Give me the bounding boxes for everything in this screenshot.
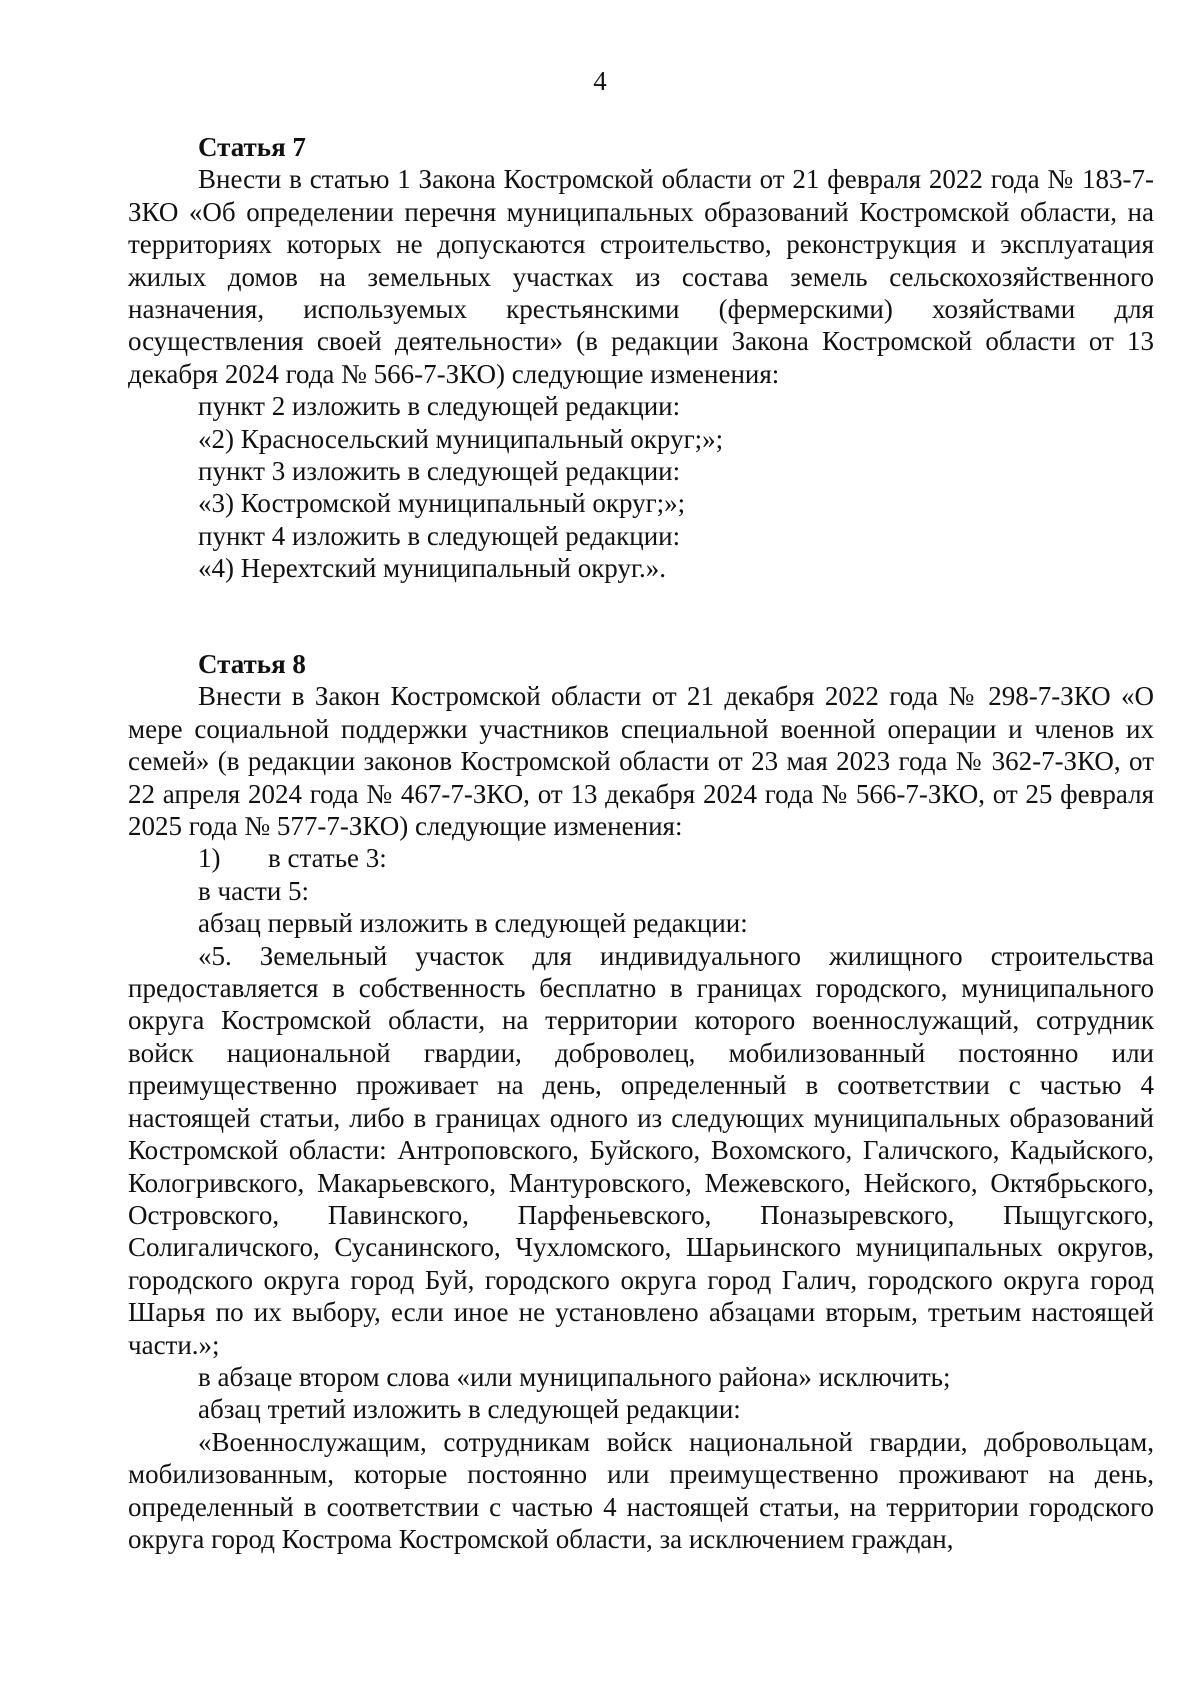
article-8-part-5: в части 5: (198, 875, 310, 906)
article-8-abzac-2: в абзаце втором слова «или муниципального района» исключить; (198, 1361, 951, 1392)
item-1-number: 1) (198, 843, 221, 874)
article-8 (128, 648, 1154, 1555)
article-8-intro: Внести в Закон Костромской области от 21 декабря 2022 года № 298-7-ЗКО «О мере социальной поддержки участников специальной военной операции и членов их семей» (в редакции законов Костромской области от 23 мая 2023 года № 362-7-ЗКО, от 22 апреля 2024 года № 467-7-ЗКО, от 13 декабря 2024 года № 566-7-ЗКО, от 25 февраля 2025 года № 577-7-ЗКО) следующие изменения: (128, 681, 1154, 842)
article-8-quote-part-5: «5. Земельный участок для индивидуального жилищного строительства предоставляется в собственность бесплатно в границах городского, муниципального округа Костромской области, на территории которого военнослужащий, сотрудник войск национальной гвардии, доброволец, мобилизованный постоянно или преимущественно проживает на день, определенный в соответствии с частью 4 настоящей статьи, либо в границах одного из следующих муниципальных образований Костромской области: Антроповского, Буйского, Вохомского, Галичского, Кадыйского, Кологривского, Макарьевского, Мантуровского, Межевского, Нейского, Октябрьского, Островского, Павинского, Парфеньевского, Поназыревского, Пыщугского, Солигаличского, Сусанинского, Чухломского, Шарьинского муниципальных округов, городского округа город Буй, городского округа город Галич, городского округа город Шарья по их выбору, если иное не установлено абзацами вторым, третьим настоящей части.»; (128, 940, 1154, 1360)
article-8-item-1 (128, 842, 1154, 874)
article-7-line-1: пункт 2 изложить в следующей редакции: (198, 391, 681, 422)
article-7-line-3: пункт 3 изложить в следующей редакции: (198, 456, 681, 487)
article-8-abzac-3-label: абзац третий изложить в следующей редакции: (198, 1394, 741, 1425)
article-8-abzac-1-label: абзац первый изложить в следующей редакции: (198, 908, 748, 939)
article-8-heading: Статья 8 (198, 649, 306, 679)
article-7-intro: Внести в статью 1 Закона Костромской области от 21 февраля 2022 года № 183-7-ЗКО «Об определении перечня муниципальных образований Костромской области, на территориях которых не допускаются строительство, реконструкция и эксплуатация жилых домов на земельных участках из состава земель сельскохозяйственного назначения, используемых крестьянскими (фермерскими) хозяйствами для осуществления своей деятельности» (в редакции Закона Костромской области от 13 декабря 2024 года № 566-7-ЗКО) следующие изменения: (128, 164, 1154, 389)
article-7-heading: Статья 7 (198, 132, 306, 162)
article-7-line-6: «4) Нерехтский муниципальный округ.». (198, 553, 666, 584)
item-1-text: в статье 3: (268, 843, 387, 874)
article-7 (128, 131, 1154, 585)
article-8-quote-abzac-3: «Военнослужащим, сотрудникам войск национальной гвардии, добровольцам, мобилизованным, которые постоянно или преимущественно проживают на день, определенный в соответствии с частью 4 настоящей статьи, на территории городского округа город Кострома Костромской области, за исключением граждан, (128, 1426, 1154, 1554)
article-7-line-2: «2) Красносельский муниципальный округ;»; (198, 423, 724, 454)
page-number: 4 (593, 66, 607, 96)
article-7-line-4: «3) Костромской муниципальный округ;»; (198, 488, 686, 519)
article-7-line-5: пункт 4 изложить в следующей редакции: (198, 520, 681, 551)
